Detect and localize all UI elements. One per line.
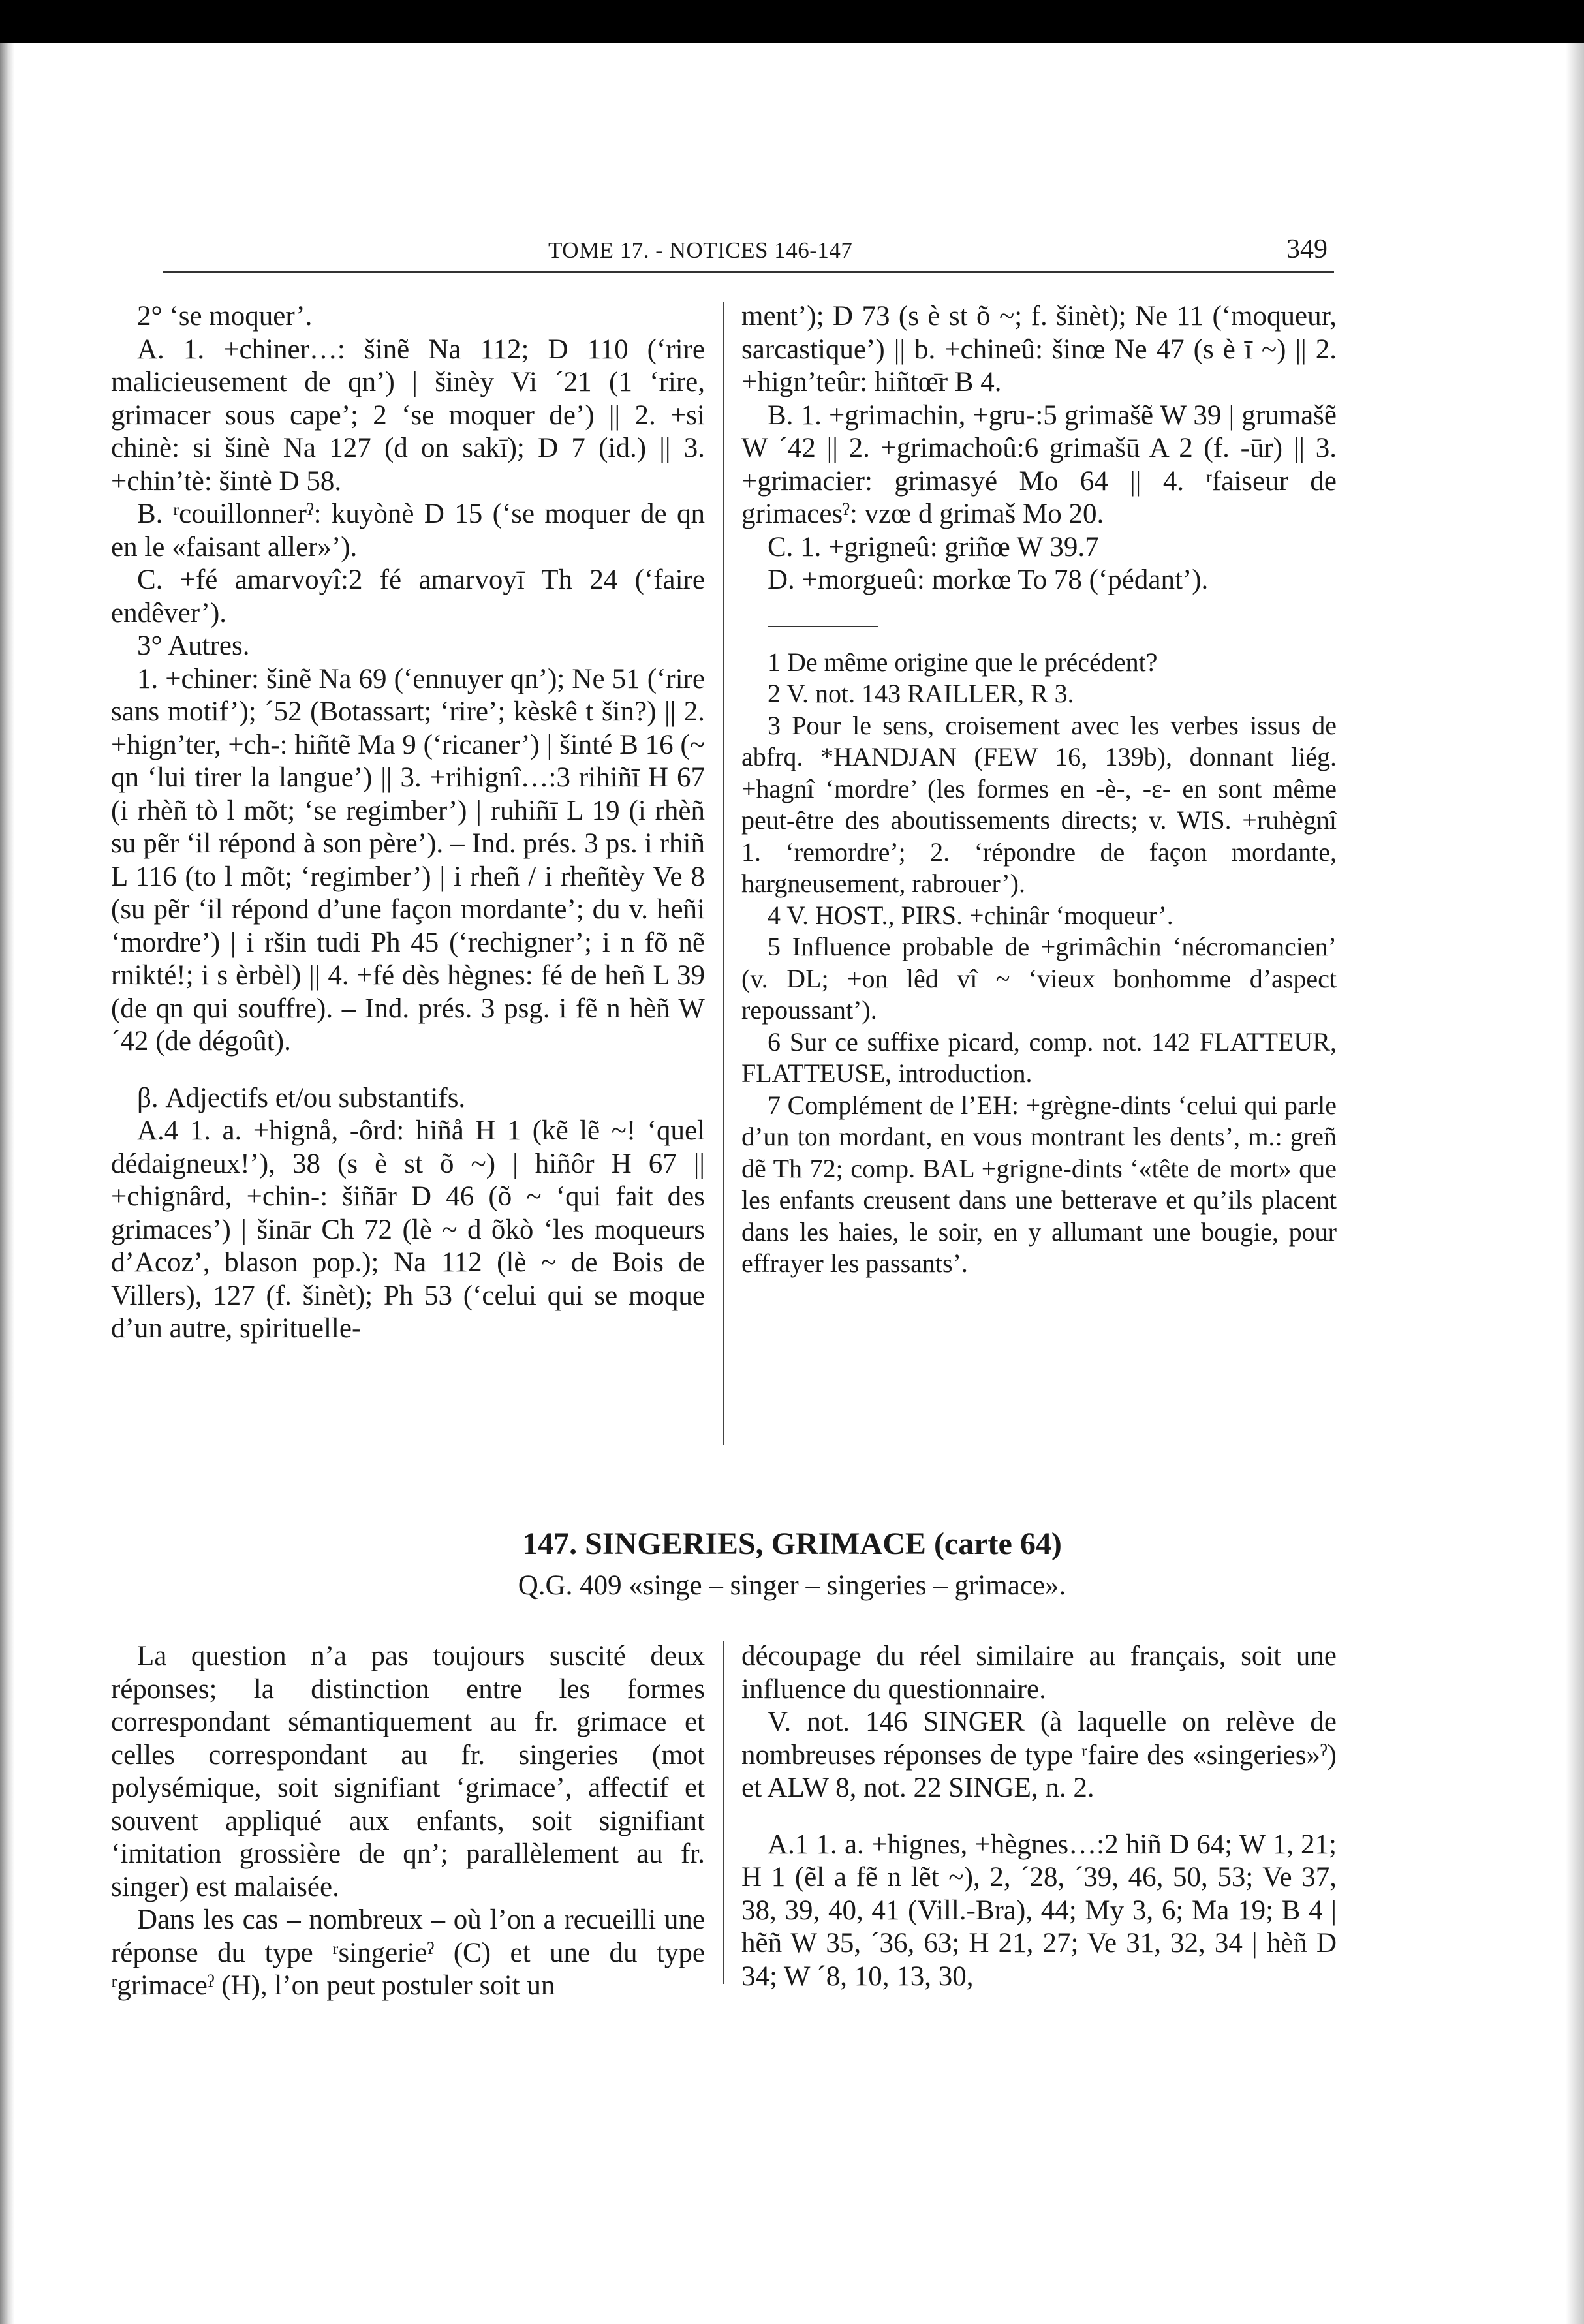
paragraph: A. 1. +chiner…: šinẽ Na 112; D 110 (‘rire malicieusement de qn’) | šinèy Vi ´21 (1 ‘rire, grimacer sous cape’; 2 ‘se moquer de’) || 2. +si chinè: si šinè Na 127 (d on sakī); D 7 (id.) || 3. +chin’tè: šintè D 58. [111,333,705,497]
footnote: 3 Pour le sens, croisement avec les verbes issus de abfrq. *HANDJAN (FEW 16, 139b), donnant liég. +hagnî ‘mordre’ (les formes en -è-, -ɛ- en sont même peut-être des aboutissements directs; v. WIS. +ruhègnî 1. ‘remordre’; 2. ‘répondre de façon mordante, hargneusement, rabrouer’). [741,710,1337,898]
scan-left-edge [0,43,14,2324]
paragraph: V. not. 146 SINGER (à laquelle on relève de nombreuses réponses de type ʳfaire des «singeries»ˀ) et ALW 8, not. 22 SINGE, n. 2. [741,1707,1337,1803]
lower-right-column [741,1640,1337,1993]
column-divider-upper [723,302,724,1445]
paragraph: ment’); D 73 (s è st õ ~; f. šinèt); Ne 11 (‘moqueur, sarcastique’) || b. +chineû: šinœ Ne 47 (s è ī ~) || 2. +hign’teûr: hiñtœ̄r B 4. [741,301,1337,397]
footnote-rule [768,626,878,627]
section-title: 147. SINGERIES, GRIMACE (carte 64) [522,1526,1062,1561]
footnote: 2 V. not. 143 RAILLER, R 3. [768,679,1074,708]
lower-left-column [111,1640,705,2003]
column-divider-lower [723,1641,724,1984]
paragraph: 2° ‘se moquer’. [137,301,313,332]
paragraph: 3° Autres. [137,630,250,661]
section-subtitle: Q.G. 409 «singe – singer – singeries – grimace». [518,1570,1066,1601]
paragraph: C. +fé amarvoyî:2 fé amarvoyī Th 24 (‘faire endêver’). [111,565,705,628]
paragraph: découpage du réel similaire au français, soit une influence du questionnaire. [741,1641,1337,1705]
page-header [163,232,1334,273]
paragraph: A.1 1. a. +hignes, +hègnes…:2 hiñ D 64; W 1, 21; H 1 (ẽl a fẽ n lẽt ~), 2, ´28, ´39, 46, 50, 53; Ve 37, 38, 39, 40, 41 (Vill.-Bra), 44; My 3, 6; Ma 19; B 4 | hẽñ W 35, ´36, 63; H 21, 27; Ve 31, 32, 34 | hèñ D 34; W ´8, 10, 13, 30, [741,1829,1337,1992]
scan-top-border [0,0,1584,43]
page-number: 349 [1286,234,1328,264]
footnote: 4 V. HOST., PIRS. +chinâr ‘moqueur’. [768,900,1173,930]
footnotes [741,647,1337,1280]
paragraph: β. Adjectifs et/ou substantifs. [137,1082,466,1113]
footnote: 6 Sur ce suffixe picard, comp. not. 142 FLATTEUR, FLATTEUSE, introduction. [741,1027,1337,1088]
upper-left-paragraphs [111,300,705,1346]
paragraph: D. +morgueû: morkœ To 78 (‘pédant’). [768,565,1209,595]
upper-left-column [111,300,705,1346]
footnote: 1 De même origine que le précédent? [768,647,1158,677]
footnote: 7 Complément de l’EH: +grègne-dints ‘celui qui parle d’un ton mordant, en vous montrant les dents’, m.: greñ dẽ Th 72; comp. BAL +grigne-dints ‘«tête de mort» que les enfants creusent dans une betterave et qu’ils placent dans les haies, le soir, en y allumant une bougie, pour effrayer les passants’. [741,1090,1337,1278]
lower-left-paragraphs [111,1640,705,2003]
paragraph: 1. +chiner: šinẽ Na 69 (‘ennuyer qn’); Ne 51 (‘rire sans motif’); ´52 (Botassart; ‘rire’; kèskê t šin?) || 2. +hign’ter, +ch-: hiñtẽ Ma 9 (‘ricaner’) | šinté B 16 (~ qn ‘lui tirer la langue’) || 3. +rihignî…:3 rihiñī H 67 (i rhèñ tò l mõt; ‘se regimber’) | ruhiñī L 19 (i rhèñ su pẽr ‘il répond à son père’). – Ind. prés. 3 ps. i rhiñ L 116 (to l mõt; ‘regimber’) | i rheñ / i rheñtèy Ve 8 (su pẽr ‘il répond d’une façon mordante’; du v. heñi ‘mordre’) | i ršin tudi Ph 45 (‘rechigner’; i n fõ nẽ rnikté!; i s èrbèl) || 4. +fé dès hègnes: fé de heñ L 39 (de qn qui souffre). – Ind. prés. 3 psg. i fẽ n hèñ W ´42 (de dégoût). [111,663,705,1057]
paragraph: A.4 1. a. +hignå, -ôrd: hiñå H 1 (kẽ lẽ ~! ‘quel dédaigneux!’), 38 (s è st õ ~) | hiñôr H 67 || +chignârd, +chin-: šiñār D 46 (õ ~ ‘qui fait des grimaces’) | šinār Ch 72 (lè ~ d õkò ‘les moqueurs d’Acoz’, blason pop.); Na 112 (lè ~ de Bois de Villers), 127 (f. šinèt); Ph 53 (‘celui qui se moque d’un autre, spirituelle- [111,1115,705,1344]
scan-right-edge [1566,43,1584,2324]
running-title: TOME 17. - NOTICES 146-147 [548,238,853,263]
lower-right-paragraphs [741,1640,1337,1993]
paragraph-gap [741,1805,1337,1829]
paragraph: B. 1. +grimachin, +gru-:5 grimašẽ W 39 | grumašẽ W ´42 || 2. +grimachoû:6 grimašū A 2 (f. -ūr) || 3. +grimacier: grimasyé Mo 64 || 4. ʳfaiseur de grimacesˀ: vzœ d grimaš Mo 20. [741,399,1337,529]
paragraph: B. ʳcouillonnerˀ: kuyònè D 15 (‘se moquer de qn en le «faisant aller»’). [111,499,705,563]
upper-right-paragraphs [741,300,1337,597]
paragraph: C. 1. +grigneû: griñœ W 39.7 [768,531,1099,563]
paragraph: Dans les cas – nombreux – où l’on a recueilli une réponse du type ʳsingerieˀ (C) et une du type ʳgrimaceˀ (H), l’on peut postuler soit un [111,1904,705,2001]
paragraph-gap [111,1059,705,1082]
paragraph: La question n’a pas toujours suscité deux réponses; la distinction entre les formes correspondant sémantiquement au fr. grimace et celles correspondant au fr. singeries (mot polysémique, soit signifiant ‘grimace’, affectif et souvent appliqué aux enfants, soit signifiant ‘imitation grossière de qn’; parallèlement au fr. singer) est malaisée. [111,1641,705,1902]
upper-right-column [741,300,1337,1280]
footnote: 5 Influence probable de +grimâchin ‘nécromancien’ (v. DL; +on lêd vî ~ ‘vieux bonhomme d’aspect repoussant’). [741,932,1337,1025]
